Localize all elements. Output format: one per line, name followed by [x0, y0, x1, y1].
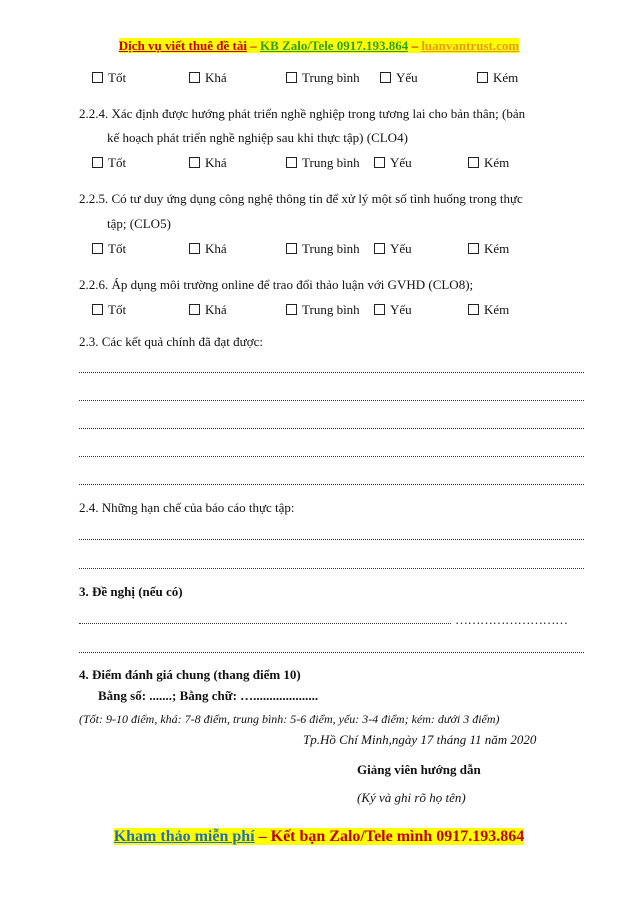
header-service-link[interactable]: Dịch vụ viết thuê đề tài — [118, 38, 247, 53]
signature-role: Giảng viên hướng dẫn — [357, 762, 481, 777]
rating-row-2-2-5 — [92, 241, 572, 259]
rating-option-trung-binh[interactable]: Trung bình — [286, 302, 360, 318]
answer-line[interactable] — [79, 483, 584, 485]
header-banner — [0, 38, 638, 54]
answer-line[interactable] — [79, 651, 584, 653]
checkbox-icon[interactable] — [477, 72, 488, 83]
section-2-3-heading: 2.3. Các kết quả chính đã đạt được: — [79, 334, 263, 349]
header-sep-1: – — [247, 38, 260, 53]
rating-option-kha[interactable]: Khá — [189, 241, 227, 257]
rating-option-yeu[interactable]: Yếu — [380, 70, 418, 86]
score-line[interactable]: Bằng số: .......; Bằng chữ: ….................... — [98, 688, 319, 703]
checkbox-icon[interactable] — [286, 304, 297, 315]
header-sep-2: – — [408, 38, 422, 53]
grading-note: (Tốt: 9-10 điểm, khá: 7-8 điểm, trung bình: 5-6 điểm, yếu: 3-4 điểm; kém: dưới 3 điểm) — [79, 712, 500, 726]
rating-option-yeu[interactable]: Yếu — [374, 155, 412, 171]
checkbox-icon[interactable] — [92, 243, 103, 254]
header-contact-link[interactable]: KB Zalo/Tele 0917.193.864 — [260, 38, 409, 53]
checkbox-icon[interactable] — [380, 72, 391, 83]
answer-line-tail: ……………………… — [455, 612, 568, 627]
checkbox-icon[interactable] — [189, 304, 200, 315]
question-2-2-6-line1: 2.2.6. Áp dụng môi trường online để trao đổi thảo luận với GVHD (CLO8); — [79, 277, 474, 292]
section-4-heading: 4. Điểm đánh giá chung (thang điểm 10) — [79, 667, 301, 682]
header-website-link[interactable]: luanvantrust.com — [421, 38, 520, 53]
footer-contact-text: – Kết bạn Zalo/Tele mình 0917.193.864 — [254, 828, 525, 845]
question-2-2-5-line2: tập; (CLO5) — [107, 216, 171, 231]
rating-option-kem[interactable]: Kém — [477, 70, 518, 86]
rating-option-kem[interactable]: Kém — [468, 302, 509, 318]
rating-option-trung-binh[interactable]: Trung bình — [286, 70, 360, 86]
checkbox-icon[interactable] — [374, 304, 385, 315]
answer-line[interactable] — [79, 622, 451, 624]
checkbox-icon[interactable] — [92, 304, 103, 315]
answer-line[interactable] — [79, 399, 584, 401]
checkbox-icon[interactable] — [92, 157, 103, 168]
rating-option-yeu[interactable]: Yếu — [374, 241, 412, 257]
checkbox-icon[interactable] — [92, 72, 103, 83]
checkbox-icon[interactable] — [468, 157, 479, 168]
rating-option-yeu[interactable]: Yếu — [374, 302, 412, 318]
rating-row-2-2-6 — [92, 302, 572, 320]
question-2-2-4-line2: kế hoạch phát triển nghề nghiệp sau khi thực tập) (CLO4) — [107, 130, 408, 145]
section-3-heading: 3. Đề nghị (nếu có) — [79, 584, 183, 599]
answer-line[interactable] — [79, 371, 584, 373]
checkbox-icon[interactable] — [468, 304, 479, 315]
rating-option-tot[interactable]: Tốt — [92, 155, 126, 171]
rating-row-2-2-4 — [92, 155, 572, 173]
rating-option-kha[interactable]: Khá — [189, 302, 227, 318]
rating-option-kem[interactable]: Kém — [468, 155, 509, 171]
checkbox-icon[interactable] — [189, 157, 200, 168]
signature-instruction: (Ký và ghi rõ họ tên) — [357, 790, 466, 805]
rating-row-1 — [92, 70, 572, 88]
rating-option-tot[interactable]: Tốt — [92, 70, 126, 86]
checkbox-icon[interactable] — [286, 72, 297, 83]
signature-date: Tp.Hồ Chí Minh,ngày 17 tháng 11 năm 2020 — [303, 732, 537, 747]
rating-option-trung-binh[interactable]: Trung bình — [286, 155, 360, 171]
rating-option-kem[interactable]: Kém — [468, 241, 509, 257]
checkbox-icon[interactable] — [468, 243, 479, 254]
section-2-4-heading: 2.4. Những hạn chế của báo cáo thực tập: — [79, 500, 295, 515]
footer-banner — [0, 828, 638, 846]
checkbox-icon[interactable] — [286, 243, 297, 254]
checkbox-icon[interactable] — [189, 72, 200, 83]
checkbox-icon[interactable] — [189, 243, 200, 254]
checkbox-icon[interactable] — [286, 157, 297, 168]
checkbox-icon[interactable] — [374, 157, 385, 168]
rating-option-trung-binh[interactable]: Trung bình — [286, 241, 360, 257]
footer-consult-link[interactable]: Kham thảo miễn phí — [113, 828, 255, 845]
answer-line[interactable] — [79, 455, 584, 457]
answer-line[interactable] — [79, 427, 584, 429]
answer-line[interactable] — [79, 567, 584, 569]
checkbox-icon[interactable] — [374, 243, 385, 254]
rating-option-tot[interactable]: Tốt — [92, 241, 126, 257]
rating-option-kha[interactable]: Khá — [189, 155, 227, 171]
answer-line[interactable] — [79, 538, 584, 540]
rating-option-kha[interactable]: Khá — [189, 70, 227, 86]
question-2-2-4-line1: 2.2.4. Xác định được hướng phát triển nghề nghiệp trong tương lai cho bản thân; (bản — [79, 106, 526, 121]
rating-option-tot[interactable]: Tốt — [92, 302, 126, 318]
question-2-2-5-line1: 2.2.5. Có tư duy ứng dụng công nghệ thông tin để xử lý một số tình huống trong thực — [79, 191, 523, 206]
